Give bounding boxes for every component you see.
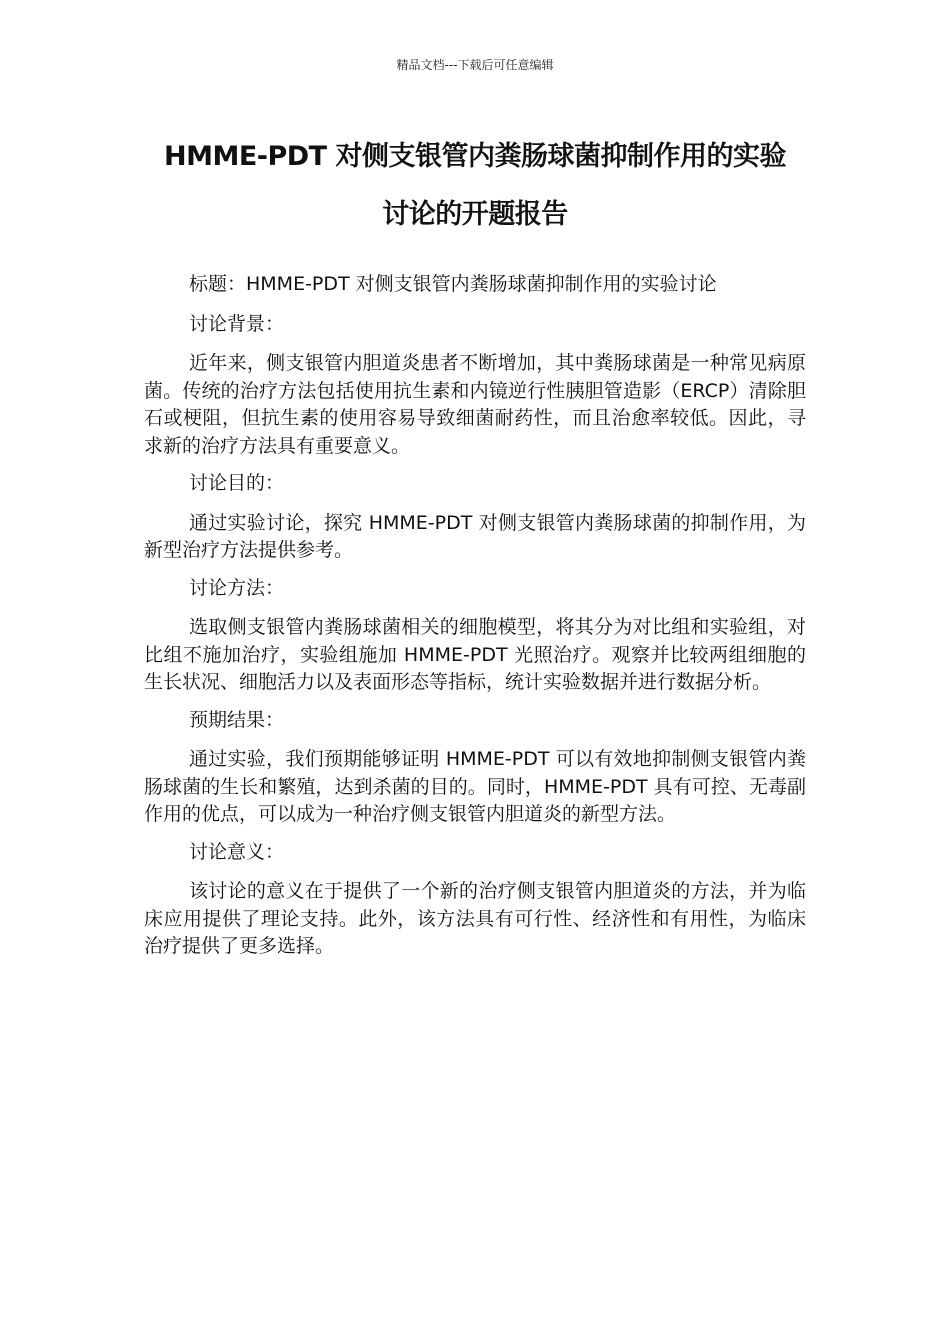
section-label-background: 讨论背景：	[189, 312, 285, 335]
document-body	[144, 271, 806, 971]
section-label-purpose: 讨论目的：	[189, 472, 285, 494]
section-label-method: 讨论方法：	[189, 576, 285, 599]
title-line-2: 讨论的开题报告	[382, 199, 568, 230]
paragraph-purpose: 通过实验讨论，探究 HMME-PDT 对侧支银管内粪肠球菌的抑制作用，为新型治疗方法提供参考。	[144, 511, 806, 561]
paragraph-method: 选取侧支银管内粪肠球菌相关的细胞模型，将其分为对比组和实验组，对比组不施加治疗，实验组施加 HMME-PDT 光照治疗。观察并比较两组细胞的生长状况、细胞活力以及表面形态等指标，统计实验数据并进行数据分析。	[144, 616, 806, 693]
paragraph-significance: 该讨论的意义在于提供了一个新的治疗侧支银管内胆道炎的方法，并为临床应用提供了理论支持。此外，该方法具有可行性、经济性和有用性，为临床治疗提供了更多选择。	[144, 880, 806, 957]
paragraph-background: 近年来，侧支银管内胆道炎患者不断增加，其中粪肠球菌是一种常见病原菌。传统的治疗方法包括使用抗生素和内镜逆行性胰胆管造影（ERCP）清除胆石或梗阻，但抗生素的使用容易导致细菌耐药性，而且治愈率较低。因此，寻求新的治疗方法具有重要意义。	[144, 352, 806, 457]
section-label-significance: 讨论意义：	[189, 840, 285, 863]
title-line-1: HMME-PDT 对侧支银管内粪肠球菌抑制作用的实验	[163, 141, 786, 172]
page-header: 精品文档---下载后可任意编辑	[396, 58, 554, 72]
document-title	[100, 128, 850, 244]
section-label-expected-results: 预期结果：	[189, 708, 285, 731]
paragraph-expected-results: 通过实验，我们预期能够证明 HMME-PDT 可以有效地抑制侧支银管内粪肠球菌的生长和繁殖，达到杀菌的目的。同时，HMME-PDT 具有可控、无毒副作用的优点，可以成为一种治疗侧支银管内胆道炎的新型方法。	[144, 748, 806, 825]
paragraph-subject: 标题：HMME-PDT 对侧支银管内粪肠球菌抑制作用的实验讨论	[189, 273, 717, 295]
